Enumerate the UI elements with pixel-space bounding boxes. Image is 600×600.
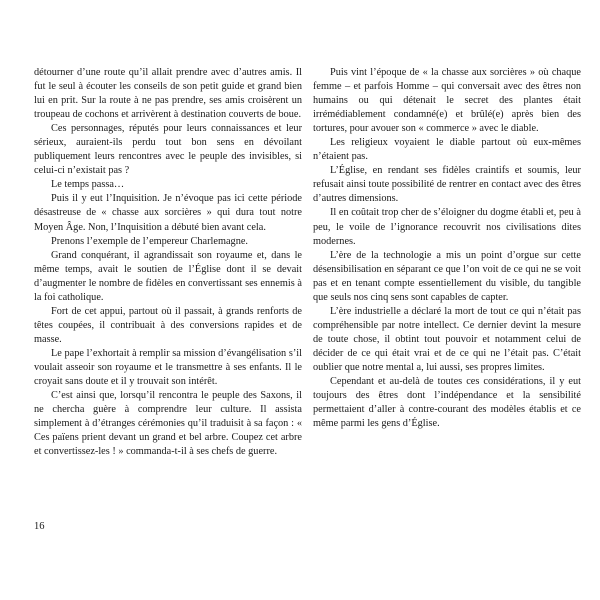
right-page	[313, 66, 581, 431]
left-paragraph-2: Ces personnages, réputés pour leurs connaissances et leur sérieux, auraient-ils perdu tout bon sens en dévoilant publiquement leurs rencontres avec le peuple des invisibles, si celui-ci n’existait pas ?	[34, 123, 302, 177]
left-paragraph-4: Puis il y eut l’Inquisition. Je n’évoque pas ici cette période désastreuse de « chasse aux sorcières » qui dura tout notre Moyen Âge. Non, l’Inquisition a débuté bien avant cela.	[34, 193, 302, 233]
right-paragraph-4: Il en coûtait trop cher de s’éloigner du dogme établi et, peu à peu, le voile de l’ignorance recouvrit nos civilisations dites modernes.	[313, 207, 581, 247]
right-paragraph-1: Puis vint l’époque de « la chasse aux sorcières » où chaque femme – et parfois Homme – qui conversait avec des êtres non humains ou qui détenait le secret des plantes était irrémédiablement condamné(e) et brûlé(e) après bien des tortures, pour avouer son « commerce » avec le diable.	[313, 67, 581, 135]
right-paragraph-2: Les religieux voyaient le diable partout où eux-mêmes n’étaient pas.	[313, 137, 581, 163]
left-paragraph-8: Le pape l’exhortait à remplir sa mission d’évangélisation s’il voulait asseoir son royaume et le transmettre à ses enfants. Il le croyait sans doute et il y trouvait son intérêt.	[34, 347, 302, 388]
right-paragraph-7: Cependant et au-delà de toutes ces considérations, il y eut toujours des êtres dont l’indépendance et la sensibilité permettaient d’aller à contre-courant des modèles établis et ce même parmi les gens d’Église.	[313, 376, 581, 430]
right-paragraph-5: L’ère de la technologie a mis un point d’orgue sur cette désensibilisation en séparant ce que l’on voit de ce qui ne se voit pas et en tenant compte essentiellement du visible, du tangible que seuls nos cinq sens sont capables de capter.	[313, 249, 581, 303]
left-paragraph-7: Fort de cet appui, partout où il passait, à grands renforts de têtes coupées, il contribuait à des conversions rapides et de masse.	[34, 305, 302, 345]
left-paragraph-9: C’est ainsi que, lorsqu’il rencontra le peuple des Saxons, il ne chercha guère à comprendre leur culture. Il assista simplement à d’étranges cérémonies qu’il traduisit à sa façon : « Ces païens prient devant un grand et bel arbre. Coupez cet arbre et convertissez-les ! » commanda-t-il à ses chefs de guerre.	[34, 390, 302, 458]
left-paragraph-1: détourner d’une route qu’il allait prendre avec d’autres amis. Il fut le seul à écouter les conseils de son petit guide et grand bien lui en prit. Sur la route à ne pas prendre, ses amis croisèrent un troupeau de cochons et arrivèrent à destination couverts de boue.	[34, 67, 302, 121]
left-paragraph-5: Prenons l’exemple de l’empereur Charlemagne.	[51, 235, 248, 247]
right-paragraph-6: L’ère industrielle a déclaré la mort de tout ce qui n’était pas compréhensible par notre intellect. Ce dernier devint la mesure de toute chose, il obtint tout pouvoir et notamment celui de décider de ce qui était vrai et de ce qui ne l’était pas. C’était oublier que notre mental a, lui aussi, ses propres limites.	[313, 305, 581, 373]
left-paragraph-3: Le temps passa…	[51, 179, 125, 191]
left-page	[34, 66, 302, 459]
page-number: 16	[34, 521, 45, 532]
right-paragraph-3: L’Église, en rendant ses fidèles craintifs et soumis, leur refusait ainsi toute possibilité de rentrer en contact avec des êtres d’autres dimensions.	[313, 165, 581, 205]
left-paragraph-6: Grand conquérant, il agrandissait son royaume et, dans le même temps, avait le soutien de l’Église dont il se devait d’augmenter le nombre de fidèles en convertissant ses ennemis à la foi catholique.	[34, 249, 302, 303]
